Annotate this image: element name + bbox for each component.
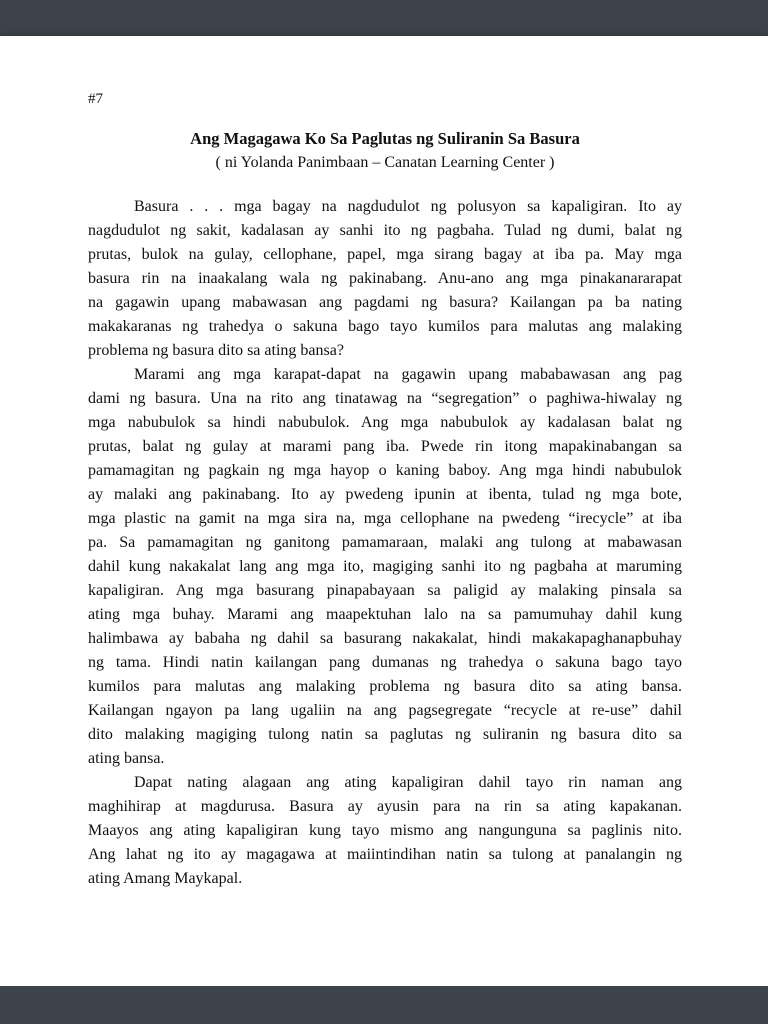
text-line: mga plastic na gamit na mga sira na, mga cellophane na pwedeng “irecycle” at iba [88,510,682,527]
text-line: pa. Sa pamamagitan ng ganitong pamamaraan, malaki ang tulong at mabawasan [88,534,682,551]
page-number-label: #7 [88,91,103,107]
text-line: ay malaki ang pakinabang. Ito ay pwedeng ipunin at ibenta, tulad ng mga bote, [88,486,682,503]
text-line: maghihirap at magdurusa. Basura ay ayusin para na rin sa ating kapakanan. [88,798,682,815]
text-line: pamamagitan ng pagkain ng mga hayop o kaning baboy. Ang mga hindi nabubulok [88,462,682,479]
text-line: ating bansa. [88,750,165,767]
text-line: kumilos para malutas ang malaking problema ng basura dito sa ating bansa. [88,678,682,695]
text-line: dahil kung nakakalat lang ang mga ito, magiging sanhi ito ng pagbaha at maruming [88,558,682,575]
document-page [0,36,768,986]
text-line: Maayos ang ating kapaligiran kung tayo mismo ang nangunguna sa paglinis nito. [88,822,682,839]
text-line: halimbawa ay babaha ng dahil sa basurang nakakalat, hindi makakapaghanapbuhay [88,630,682,647]
text-line: prutas, bulok na gulay, cellophane, papel, mga sirang bagay at iba pa. May mga [88,246,682,263]
text-line: nagdudulot ng sakit, kadalasan ay sanhi ito ng pagbaha. Tulad ng dumi, balat ng [88,222,682,239]
document-byline: ( ni Yolanda Panimbaan – Canatan Learning Center ) [215,154,555,171]
viewer-background-top [0,0,768,36]
document-body [88,195,682,891]
text-line: basura rin na inaakalang wala ng pakinabang. Anu-ano ang mga pinakanararapat [88,270,682,287]
text-line: makakaranas ng trahedya o sakuna bago tayo kumilos para malutas ang malaking [88,318,682,335]
text-line: Ang lahat ng ito ay magagawa at maiintindihan natin sa tulong at panalangin ng [88,846,682,863]
text-line: ng tama. Hindi natin kailangan pang dumanas ng trahedya o sakuna bago tayo [88,654,682,671]
text-line: Marami ang mga karapat-dapat na gagawin upang mababawasan ang pag [134,366,682,383]
text-line: mga nabubulok sa hindi nabubulok. Ang mga nabubulok ay kadalasan balat ng [88,414,682,431]
text-line: ating mga buhay. Marami ang maapektuhan lalo na sa pamumuhay dahil kung [88,606,682,623]
text-line: ating Amang Maykapal. [88,870,243,887]
text-line: na gagawin upang mabawasan ang pagdami ng basura? Kailangan pa ba nating [88,294,682,311]
text-line: prutas, balat ng gulay at marami pang iba. Pwede rin itong mapakinabangan sa [88,438,682,455]
text-line: dito malaking magiging tulong natin sa paglutas ng suliranin ng basura dito sa [88,726,682,743]
text-line: dami ng basura. Una na rito ang tinatawag na “segregation” o paghiwa-hiwalay ng [88,390,682,407]
text-line: problema ng basura dito sa ating bansa? [88,342,344,359]
viewer-background-bottom [0,986,768,1024]
document-title: Ang Magagawa Ko Sa Paglutas ng Suliranin Sa Basura [190,129,580,148]
text-line: Kailangan ngayon pa lang ugaliin na ang pagsegregate “recycle at re-use” dahil [88,702,682,719]
text-line: Dapat nating alagaan ang ating kapaligiran dahil tayo rin naman ang [134,774,682,791]
text-line: kapaligiran. Ang mga basurang pinapabayaan sa paligid ay malaking pinsala sa [88,582,682,599]
text-line: Basura . . . mga bagay na nagdudulot ng polusyon sa kapaligiran. Ito ay [134,198,682,215]
document-header [88,127,682,175]
